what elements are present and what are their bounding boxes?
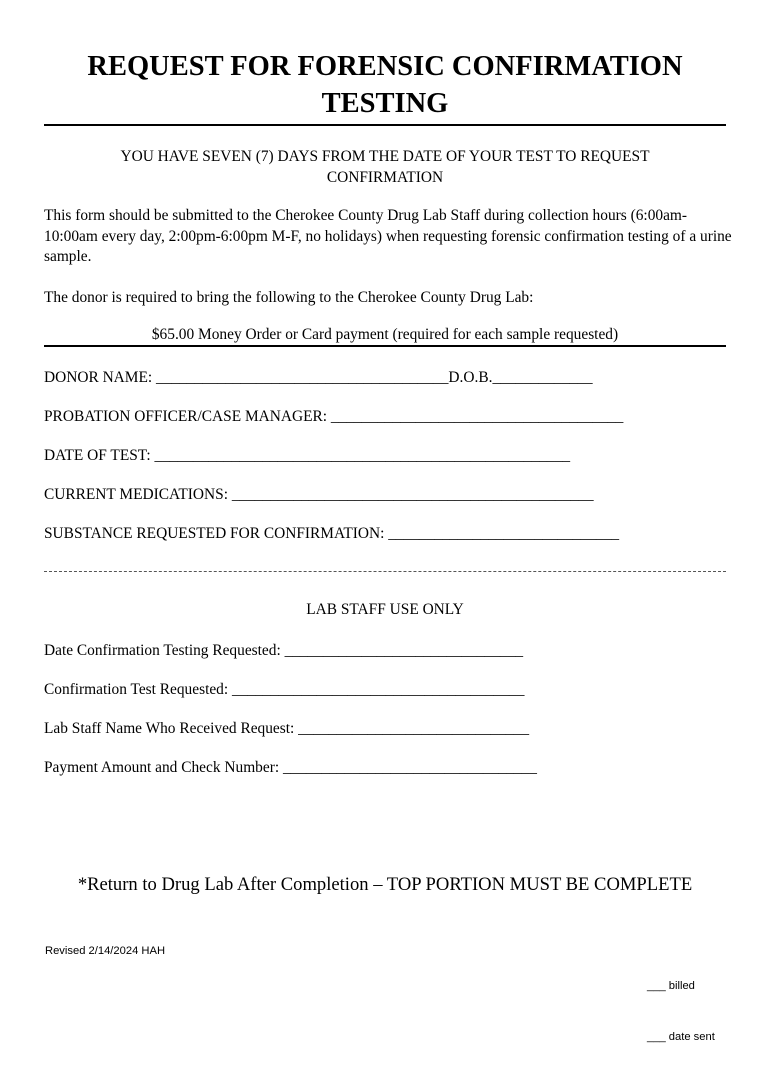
deadline-notice [44, 146, 726, 188]
confirmation-test-requested-field[interactable]: Confirmation Test Requested: ______________________________________ [44, 681, 525, 698]
title-divider [44, 124, 726, 126]
instructions-paragraph: This form should be submitted to the Cherokee County Drug Lab Staff during collection hours (6:00am-10:00am every day, 2:00pm-6:00pm M-F, no holidays) when requesting forensic confirmation testing of a urine sample. [44, 207, 732, 265]
donor-name-field[interactable]: DONOR NAME: ______________________________________D.O.B._____________ [44, 369, 593, 386]
fee-divider [44, 345, 726, 347]
lab-staff-name-field[interactable]: Lab Staff Name Who Received Request: ______________________________ [44, 720, 530, 737]
substance-requested-field[interactable]: SUBSTANCE REQUESTED FOR CONFIRMATION: ______________________________ [44, 525, 620, 542]
revision-note: Revised 2/14/2024 HAH [45, 945, 166, 957]
notice-line-2: CONFIRMATION [326, 169, 444, 186]
title-line-2: TESTING [321, 88, 449, 119]
dashed-separator [44, 571, 726, 572]
date-of-test-field[interactable]: DATE OF TEST: ______________________________________________________ [44, 447, 571, 464]
current-medications-field[interactable]: CURRENT MEDICATIONS: _______________________________________________ [44, 486, 594, 503]
date-sent-checkbox-line[interactable]: ___ date sent [647, 1031, 715, 1043]
title-line-1: REQUEST FOR FORENSIC CONFIRMATION [87, 51, 683, 82]
probation-officer-field[interactable]: PROBATION OFFICER/CASE MANAGER: ______________________________________ [44, 408, 624, 425]
requirements-paragraph: The donor is required to bring the following to the Cherokee County Drug Lab: [44, 289, 534, 306]
return-instruction: *Return to Drug Lab After Completion – TOP PORTION MUST BE COMPLETE [77, 874, 693, 895]
payment-amount-field[interactable]: Payment Amount and Check Number: _________________________________ [44, 759, 537, 776]
office-checklist [647, 944, 715, 1080]
page-title [44, 48, 726, 122]
billed-checkbox-line[interactable]: ___ billed [647, 980, 695, 992]
lab-staff-heading: LAB STAFF USE ONLY [306, 601, 464, 618]
notice-line-1: YOU HAVE SEVEN (7) DAYS FROM THE DATE OF YOUR TEST TO REQUEST [120, 148, 650, 165]
fee-line: $65.00 Money Order or Card payment (required for each sample requested) [151, 326, 619, 343]
date-testing-requested-field[interactable]: Date Confirmation Testing Requested: _______________________________ [44, 642, 524, 659]
